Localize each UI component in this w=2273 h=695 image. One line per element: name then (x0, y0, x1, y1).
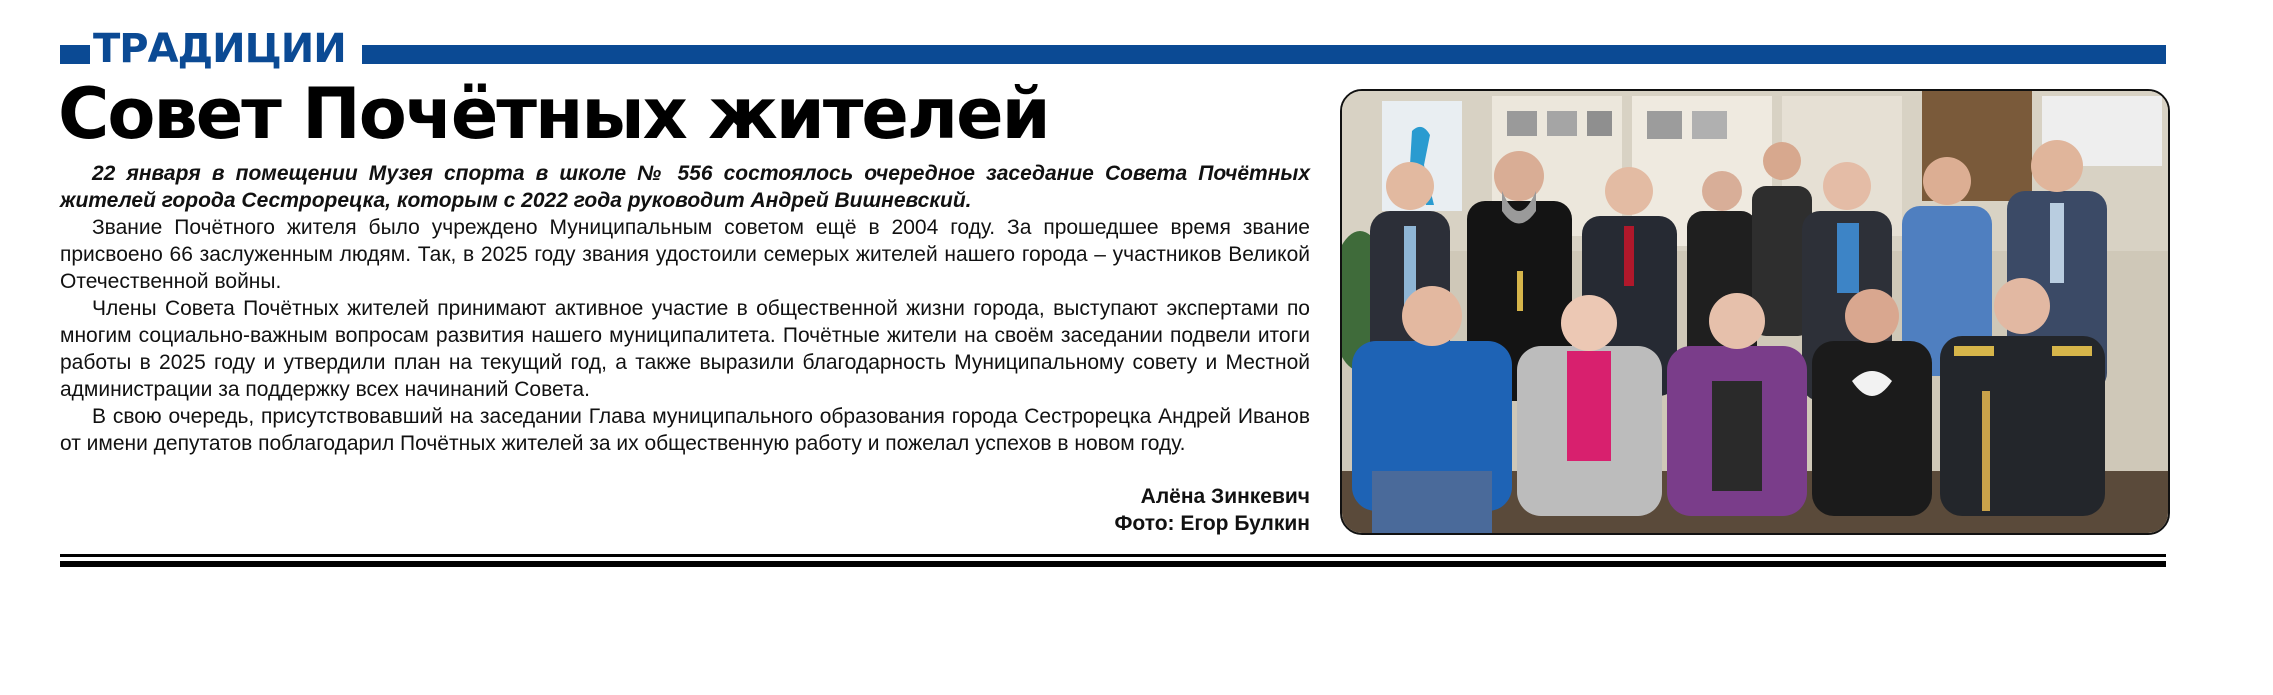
credits (60, 483, 1310, 537)
article-paragraph-3: В свою очередь, присутствовавший на заседании Глава муниципального образования города Сестрорецка Андрей Иванов от имени депутатов поблагодарил Почётных жителей за их общественную работу и пожелал успехов в новом году. (60, 405, 1310, 455)
article-body (60, 160, 1310, 457)
bottom-rule-thin (60, 554, 2166, 557)
article-paragraph-1: Звание Почётного жителя было учреждено Муниципальным советом ещё в 2004 году. За прошедшее время звание присвоено 66 заслуженным людям. Так, в 2025 году звания удостоили семерых жителей нашего города – участников Великой Отечественной войны. (60, 216, 1310, 293)
bottom-rule-thick (60, 561, 2166, 567)
photo-credit: Фото: Егор Булкин (1114, 512, 1310, 535)
rubric-bar-left (60, 45, 90, 64)
article-paragraph-2: Члены Совета Почётных жителей принимают активное участие в общественной жизни города, выступают экспертами по многим социально-важным вопросам развития нашего муниципалитета. Почётные жители на своём заседании подвели итоги работы в 2025 году и утвердили план на текущий год, а также выразили благодарность Муниципальному совету и Местной администрации за поддержку всех начинаний Совета. (60, 297, 1310, 401)
section-rubric (60, 26, 2166, 72)
rubric-bar-right (362, 45, 2166, 64)
article-lead: 22 января в помещении Музея спорта в школе № 556 состоялось очередное заседание Совета Почётных жителей города Сестрорецка, которым с 2022 года руководит Андрей Вишневский. (60, 162, 1310, 212)
section-label: ТРАДИЦИИ (93, 26, 346, 72)
headline: Совет Почётных жителей (58, 73, 1049, 155)
group-photo (1340, 89, 2170, 535)
author-credit: Алёна Зинкевич (1140, 485, 1310, 508)
group-photo-icon (1342, 91, 2168, 533)
